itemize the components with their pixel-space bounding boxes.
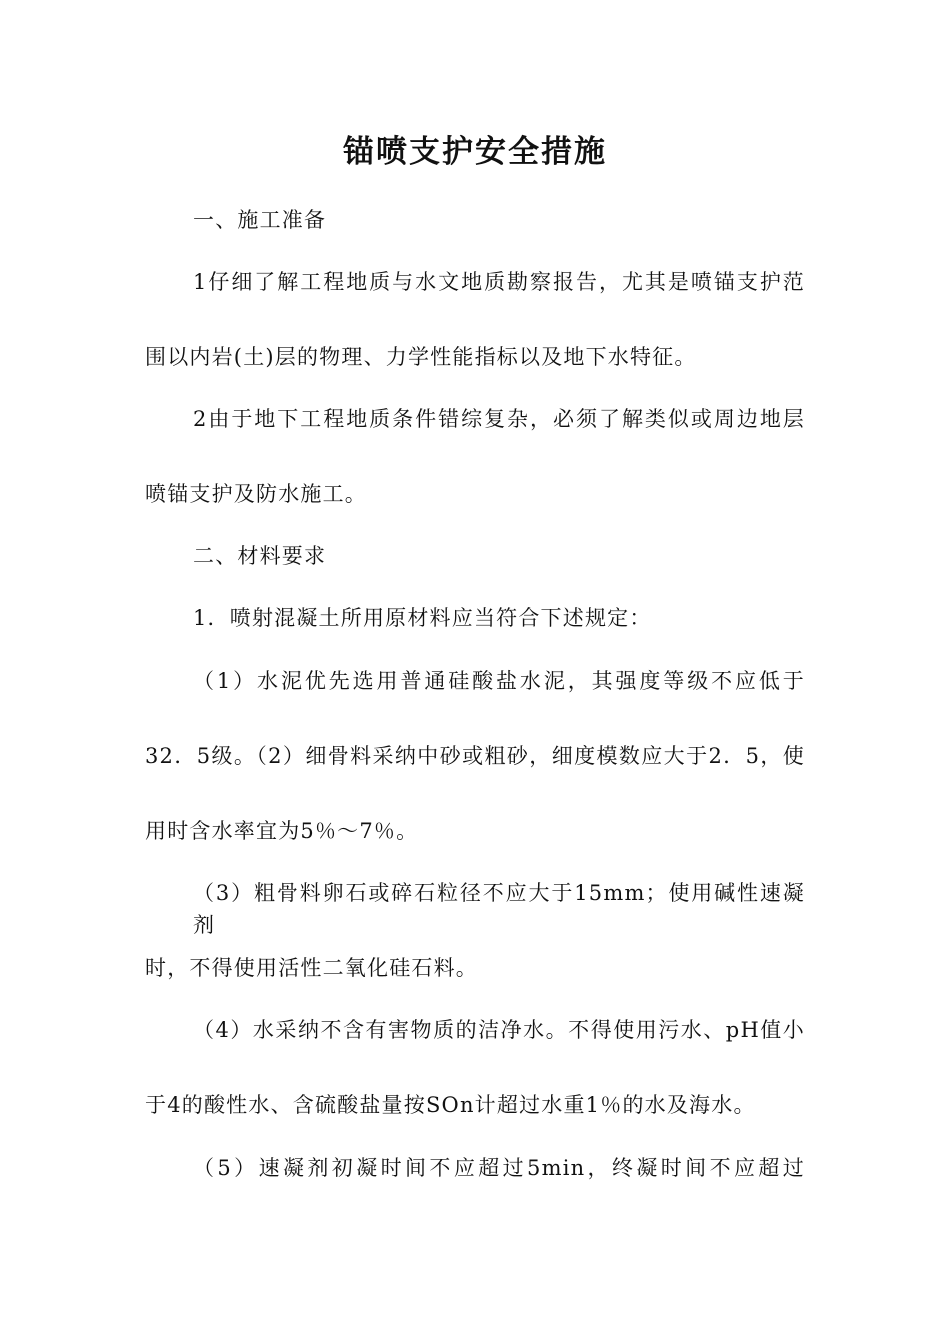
paragraph-line: （4）水采纳不含有害物质的洁净水。不得使用污水、pH值小: [193, 1018, 805, 1042]
paragraph-line: 时，不得使用活性二氧化硅石料。: [145, 956, 478, 980]
paragraph-line: 于4的酸性水、含硫酸盐量按SOn计超过水重1％的水及海水。: [145, 1093, 756, 1117]
paragraph-line: 用时含水率宜为5％～7％。: [145, 819, 419, 843]
paragraph-line: 32．5级。（2）细骨料采纳中砂或粗砂，细度模数应大于2．5，使: [145, 744, 805, 768]
paragraph-line: （5）速凝剂初凝时间不应超过5min，终凝时间不应超过: [193, 1156, 805, 1180]
paragraph-line: 围以内岩(土)层的物理、力学性能指标以及地下水特征。: [145, 345, 697, 369]
paragraph-line: 1仔细了解工程地质与水文地质勘察报告，尤其是喷锚支护范: [193, 270, 805, 294]
paragraph-line: （1）水泥优先选用普通硅酸盐水泥，其强度等级不应低于: [193, 669, 805, 693]
paragraph-line: 1．喷射混凝土所用原材料应当符合下述规定：: [193, 606, 652, 630]
paragraph-line: 喷锚支护及防水施工。: [145, 482, 367, 506]
document-title: 锚喷支护安全措施: [343, 134, 607, 170]
section-heading-preparation: 一、施工准备: [193, 208, 327, 232]
paragraph-line: （3）粗骨料卵石或碎石粒径不应大于15mm；使用碱性速凝剂: [193, 881, 805, 937]
paragraph-line: 2由于地下工程地质条件错综复杂，必须了解类似或周边地层: [193, 407, 805, 431]
section-heading-materials: 二、材料要求: [193, 544, 327, 568]
